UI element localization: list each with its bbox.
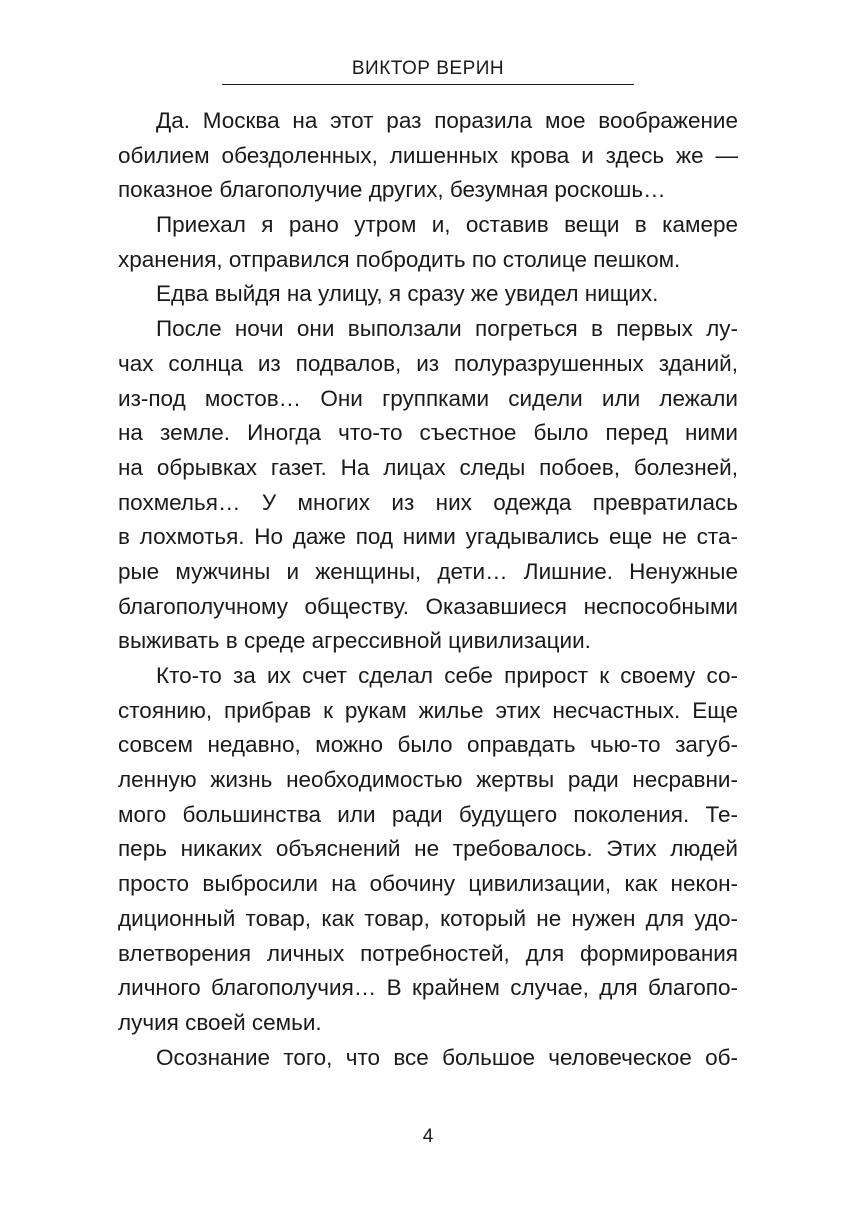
paragraph [118, 104, 738, 208]
text-line: Кто-то за их счет сделал себе прирост к своему со- [156, 663, 738, 688]
text-line: рые мужчины и женщины, дети… Лишние. Ненужные [118, 558, 738, 584]
paragraph [118, 312, 738, 659]
text-line: показное благополучие других, безумная роскошь… [118, 177, 666, 203]
running-head: ВИКТОР ВЕРИН [351, 58, 505, 79]
header-rule [222, 84, 634, 85]
body-text [118, 104, 738, 1075]
text-line: Приехал я рано утром и, оставив вещи в камере [156, 212, 738, 238]
text-line: перь никаких объяснений не требовалось. Этих людей [118, 836, 738, 862]
text-line: Да. Москва на этот раз поразила мое воображение [156, 108, 738, 133]
text-line: на обрывках газет. На лицах следы побоев, болезней, [118, 454, 738, 480]
paragraph [118, 208, 738, 277]
text-line: стоянию, прибрав к рукам жилье этих несчастных. Еще [118, 697, 738, 723]
text-line: влетворения личных потребностей, для формирования [118, 940, 738, 966]
text-line: похмелья… У многих из них одежда превратилась [118, 489, 738, 515]
text-line: просто выбросили на обочину цивилизации, как некон- [118, 871, 738, 897]
text-line: личного благополучия… В крайнем случае, для благопо- [118, 975, 738, 1001]
text-line: выживать в среде агрессивной цивилизации. [118, 628, 591, 654]
page-number: 4 [422, 1126, 434, 1147]
text-line: лучия своей семьи. [118, 1009, 322, 1035]
text-line: ленную жизнь необходимостью жертвы ради несравни- [118, 767, 738, 793]
paragraph [118, 277, 738, 312]
text-line: из-под мостов… Они группками сидели или лежали [118, 385, 738, 411]
paragraph [118, 1041, 738, 1076]
text-line: диционный товар, как товар, который не нужен для удо- [118, 905, 738, 931]
text-line: чах солнца из подвалов, из полуразрушенных зданий, [118, 350, 738, 376]
text-line: мого большинства или ради будущего поколения. Те- [118, 801, 738, 827]
text-line: в лохмотья. Но даже под ними угадывались еще не ста- [118, 524, 738, 550]
text-line: совсем недавно, можно было оправдать чью-то загуб- [118, 732, 738, 758]
text-line: обилием обездоленных, лишенных крова и здесь же — [118, 142, 738, 168]
paragraph [118, 659, 738, 1041]
text-line: Осознание того, что все большое человеческое об- [156, 1044, 738, 1070]
text-line: хранения, отправился побродить по столице пешком. [118, 246, 681, 272]
text-line: на земле. Иногда что-то съестное было перед ними [118, 420, 738, 446]
text-line: Едва выйдя на улицу, я сразу же увидел нищих. [156, 281, 659, 307]
text-line: После ночи они выползали погреться в первых лу- [156, 316, 738, 342]
text-line: благополучному обществу. Оказавшиеся неспособными [118, 593, 738, 619]
